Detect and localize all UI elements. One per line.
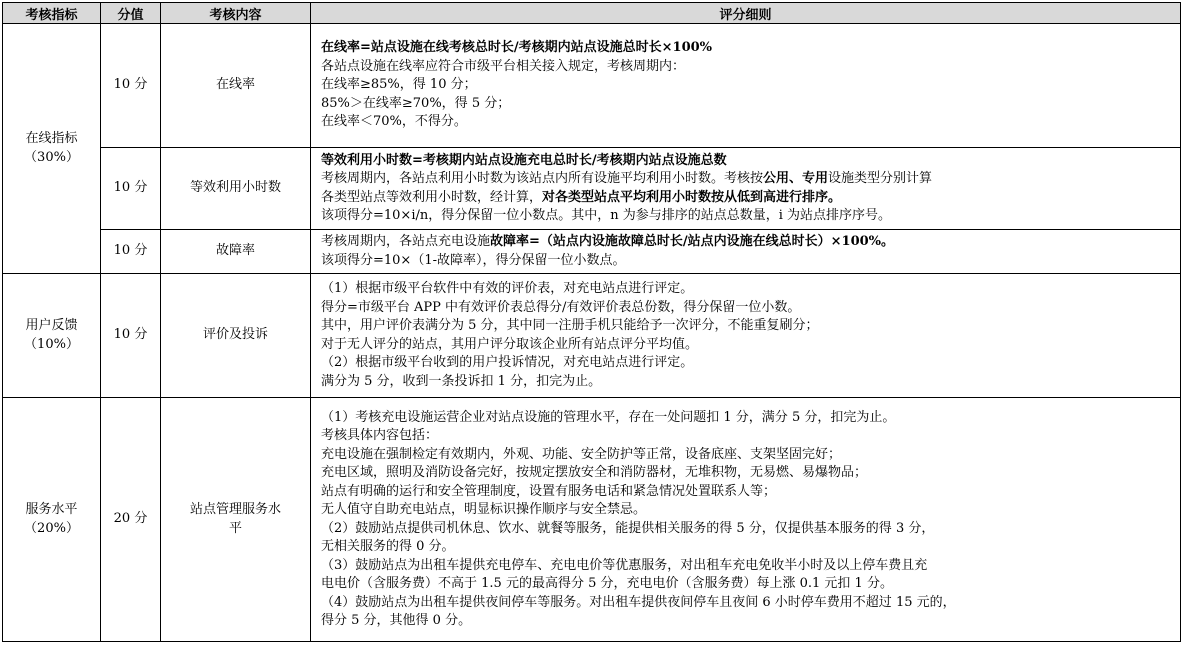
detail-line: 无人值守自助充电站点，明显标识操作顺序与安全禁忌。 (321, 502, 647, 517)
detail-line: 85%＞在线率≥70%，得 5 分； (321, 95, 511, 111)
detail-line: 在线率＜70%，不得分。 (321, 114, 467, 130)
detail-line: （1）根据市级平台软件中有效的评价表，对充电站点进行评定。 (321, 281, 694, 296)
detail-line: 等效利用小时数=考核期内站点设施充电总时长/考核期内站点设施总数 (321, 152, 727, 168)
detail-line: 充电区域，照明及消防设备完好，按规定摆放安全和消防器材，无堆积物，无易燃、易爆物品； (321, 465, 868, 480)
content-cell: 在线率 (161, 24, 311, 148)
detail-line: 该项得分=10×（1-故障率），得分保留一位小数点。 (321, 252, 626, 268)
detail-line: 充电设施在强制检定有效期内，外观、功能、安全防护等正常，设备底座、支架坚固完好； (321, 446, 842, 462)
detail-line: 得分=市级平台 APP 中有效评价表总得分/有效评价表总份数，得分保留一位小数。 (321, 299, 801, 315)
detail-line: 考核具体内容包括： (321, 428, 439, 443)
detail-line: （2）鼓励站点提供司机休息、饮水、就餐等服务，能提供相关服务的得 5 分，仅提供基本服务的得 3 分， (321, 520, 935, 536)
score-cell: 20 分 (101, 398, 161, 642)
detail-cell (311, 274, 1181, 398)
detail-line: 考核周期内，各站点充电设施故障率=（站点内设施故障总时长/站点内设施在线总时长）×100%。 (321, 234, 895, 249)
detail-line: 该项得分=10×i/n，得分保留一位小数点。其中，n 为参与排序的站点总数量，i 为站点排序序号。 (321, 208, 892, 223)
detail-line: （1）考核充电设施运营企业对站点设施的管理水平，存在一处问题扣 1 分，满分 5 分，扣完为止。 (321, 409, 896, 425)
score-cell: 10 分 (101, 24, 161, 148)
header-score: 分值 (101, 3, 161, 24)
score-cell: 10 分 (101, 274, 161, 398)
scoring-table (2, 2, 1181, 642)
group-weight: （30%） (24, 149, 79, 165)
content-cell: 故障率 (161, 230, 311, 274)
detail-line: 得分 5 分，其他得 0 分。 (321, 613, 472, 628)
detail-line: 各站点设施在线率应符合市级平台相关接入规定，考核周期内： (321, 58, 686, 74)
group-weight: （20%） (24, 520, 79, 536)
table-row (3, 230, 1181, 274)
header-indicator: 考核指标 (3, 3, 101, 24)
content-cell: 评价及投诉 (161, 274, 311, 398)
content-line: 站点管理服务水 (189, 502, 281, 517)
detail-line: 各类型站点等效利用小时数，经计算，对各类型站点平均利用小时数按从低到高进行排序。 (321, 189, 842, 205)
detail-line: 对于无人评分的站点，其用户评分取该企业所有站点评分平均值。 (321, 336, 699, 352)
content-line: 平 (228, 520, 242, 536)
detail-line: 考核周期内，各站点利用小时数为该站点内所有设施平均利用小时数。考核按公用、专用设施类型分别计算 (321, 171, 933, 186)
detail-line: 无相关服务的得 0 分。 (321, 539, 455, 554)
detail-line: 在线率=站点设施在线考核总时长/考核期内站点设施总时长×100% (321, 40, 713, 56)
group-name: 用户反馈 (25, 318, 78, 333)
detail-line: 满分为 5 分，收到一条投诉扣 1 分，扣完为止。 (321, 373, 602, 389)
group-name: 在线指标 (25, 131, 78, 146)
detail-line: 站点有明确的运行和安全管理制度，设置有服务电话和紧急情况处置联系人等； (321, 483, 777, 499)
detail-cell (311, 24, 1181, 148)
header-row (3, 3, 1181, 24)
detail-line: 电电价（含服务费）不高于 1.5 元的最高得分 5 分，充电电价（含服务费）每上涨 0.1 元扣 1 分。 (321, 576, 893, 591)
group-cell-service (3, 398, 101, 642)
detail-line: （4）鼓励站点为出租车提供夜间停车等服务。对出租车提供夜间停车且夜间 6 小时停车费用不超过 15 元的， (321, 594, 956, 610)
table-row (3, 274, 1181, 398)
score-cell: 10 分 (101, 230, 161, 274)
group-weight: （10%） (24, 336, 79, 352)
content-cell: 等效利用小时数 (161, 148, 311, 230)
table-row (3, 398, 1181, 642)
group-cell-online (3, 24, 101, 274)
detail-line: （3）鼓励站点为出租车提供充电停车、充电电价等优惠服务，对出租车充电免收半小时及以上停车费且充 (321, 557, 928, 573)
detail-line: 其中，用户评价表满分为 5 分，其中同一注册手机只能给予一次评分，不能重复刷分； (321, 318, 819, 333)
group-cell-feedback (3, 274, 101, 398)
content-cell (161, 398, 311, 642)
group-name: 服务水平 (25, 502, 78, 517)
detail-cell (311, 148, 1181, 230)
detail-line: （2）根据市级平台收到的用户投诉情况，对充电站点进行评定。 (321, 355, 694, 370)
detail-line: 在线率≥85%，得 10 分； (321, 77, 477, 93)
header-detail: 评分细则 (311, 3, 1181, 24)
table-row (3, 24, 1181, 148)
detail-cell (311, 398, 1181, 642)
score-cell: 10 分 (101, 148, 161, 230)
table-row (3, 148, 1181, 230)
header-content: 考核内容 (161, 3, 311, 24)
detail-cell (311, 230, 1181, 274)
